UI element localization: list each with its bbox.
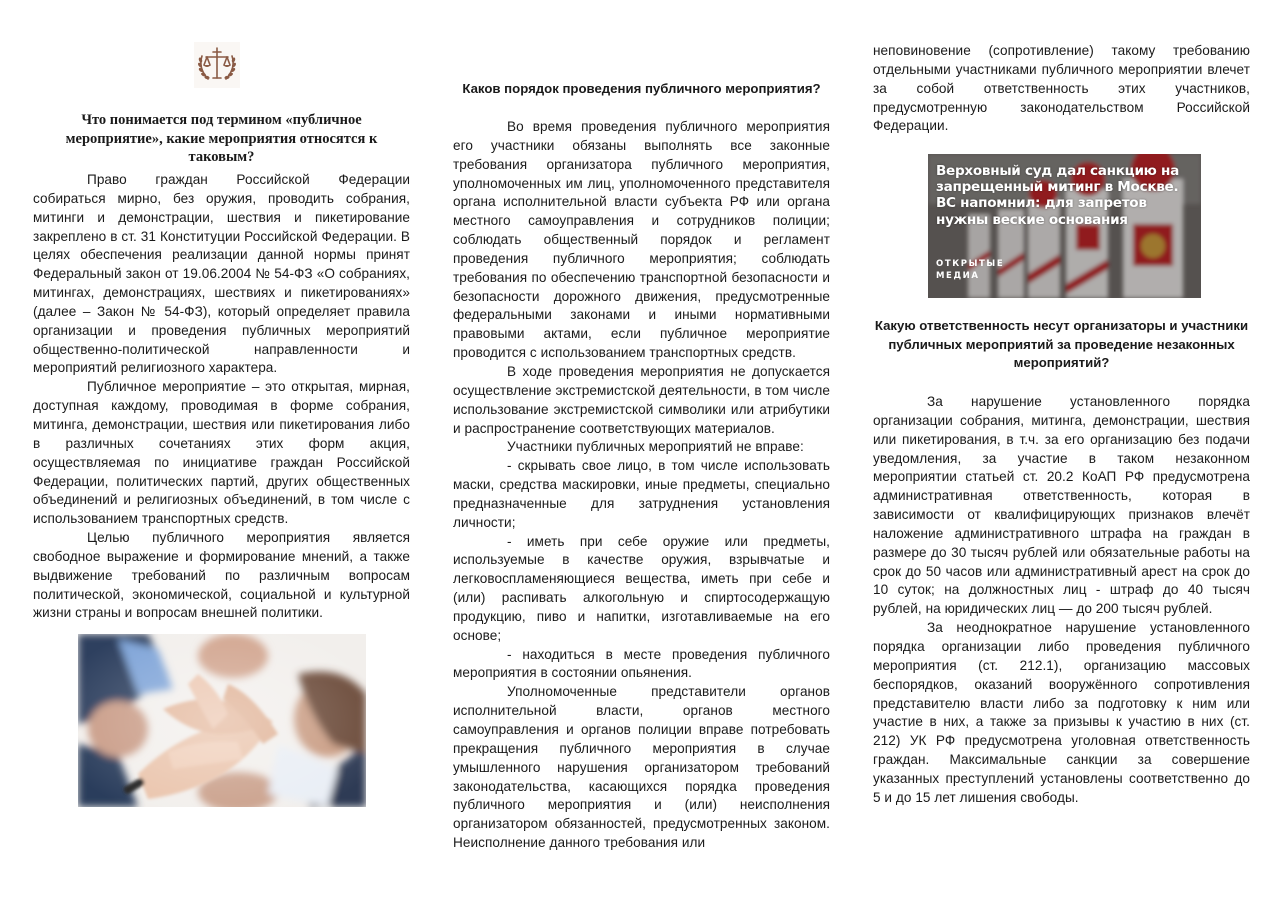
paragraph: В ходе проведения мероприятия не допускается осуществление экстремистской деятельности, в том числе использование экстремистской символики или атрибутики и распространение соответствующих материалов. (453, 363, 830, 436)
team-hands-illustration (78, 634, 366, 807)
paragraph: Во время проведения публичного мероприятия его участники обязаны выполнять все законные требования организатора публичного мероприятия, уполномоченных им лиц, уполномоченного представителя органа исполнительной власти субъекта РФ или органа местного самоуправления и сотрудников полиции; соблюдать общественный порядок и регламент проведения публичного мероприятия; соблюдать требования по обеспечению транспортной безопасности и безопасности дорожного движения, предусмотренные федеральными законами и иными нормативными правовыми актами, если публичное мероприятие проводится с использованием транспортных средств. (453, 119, 830, 361)
right-column-continuation (873, 42, 1250, 136)
paragraph: Участники публичных мероприятий не вправе: (507, 439, 804, 455)
paragraph: Публичное мероприятие – это открытая, мирная, доступная каждому, проводимая в форме собрания, митинга, демонстрации, шествия или пикетирования либо в различных сочетаниях этих форм акция, осуществляемая по инициативе граждан Российской Федерации, политических партий, других общественных объединений и религиозных объединений, в том числе с использованием транспортных средств. (33, 379, 410, 527)
paragraph: Уполномоченные представители органов исполнительной власти, органов местного самоуправления и органов полиции вправе потребовать прекращения публичного мероприятия в случае умышленного нарушения организатором требований законодательства, касающихся порядка проведения публичного мероприятия и (или) неисполнения организатором обязанностей, предусмотренных законом. Неисполнение данного требования или (453, 684, 830, 851)
list-item: - иметь при себе оружие или предметы, используемые в качестве оружия, взрывчатые и легковоспламеняющиеся вещества, иметь при себе и (или) распивать алкогольную и спиртосодержащую продукцию, пиво и напитки, изготавливаемые на его основе; (453, 533, 830, 643)
list-item: - находиться в месте проведения публичного мероприятия в состоянии опьянения. (453, 646, 830, 681)
brand-line: ОТКРЫТЫЕ (936, 259, 1005, 269)
team-hands-photo (78, 634, 366, 807)
paragraph: За нарушение установленного порядка организации собрания, митинга, демонстрации, шествия или пикетирования, в т.ч. за его организацию без подачи уведомления, за участие в таком незаконном мероприятии статьей ст. 20.2 КоАП РФ предусмотрена административная ответственность, которая в зависимости от квалифицирующих признаков влечёт наложение административного штрафа на граждан в размере до 30 тысяч рублей или обязательные работы на срок до 50 часов или административный арест на срок до 10 суток; на должностных лиц - штраф до 40 тысяч рублей, на юридических лиц — до 200 тысяч рублей. (873, 394, 1250, 617)
middle-column-body (453, 118, 830, 853)
section-heading-procedure: Каков порядок проведения публичного мероприятия? (462, 81, 821, 96)
paragraph: За неоднократное нарушение установленного порядка организации либо проведения публичного мероприятия (ст. 212.1), организацию массовых беспорядков, оказаний вооружённого сопротивления представителю власти либо за подготовку к ним или участие в них, а также за призывы к участию в них (ст. 212) УК РФ предусмотрена уголовная ответственность граждан. Максимальные санкции за совершение указанных преступлений установлены соответственно до 5 и до 15 лет лишения свободы. (873, 620, 1250, 805)
supreme-court-news-image (928, 154, 1201, 298)
brand-line: МЕДИА (936, 271, 980, 281)
open-media-brand (936, 258, 1004, 282)
right-column-body (873, 393, 1250, 808)
scales-laurel-icon (194, 42, 240, 88)
scales-of-justice-emblem-icon (194, 42, 240, 88)
paragraph: неповиновение (сопротивление) такому требованию отдельными участниками публичного мероприятии влечет за собой ответственность этих участников, предусмотренную законодательством Российской Федерации. (873, 43, 1250, 134)
news-headline: Верховный суд дал санкцию на запрещенный митинг в Москве. ВС напомнил: для запретов нужны веские основания (936, 163, 1179, 228)
left-column-body (33, 171, 410, 623)
paragraph: Целью публичного мероприятия является свободное выражение и формирование мнений, а также выдвижение требований по различным вопросам политической, экономической, социальной и культурной жизни страны и вопросам внешней политики. (33, 530, 410, 621)
section-heading-liability: Какую ответственность несут организаторы и участники публичных мероприятий за проведение незаконных мероприятий? (874, 318, 1249, 371)
paragraph: Право граждан Российской Федерации собираться мирно, без оружия, проводить собрания, митинги и демонстрации, шествия и пикетирование закреплено в ст. 31 Конституции Российской Федерации. В целях обеспечения реализации данной нормы принят Федеральный закон от 19.06.2004 № 54-ФЗ «О собраниях, митингах, демонстрациях, шествиях и пикетированиях» (далее – Закон № 54-ФЗ), который определяет правила организации и проведения публичных мероприятий общественно-политической направленности и мероприятий религиозного характера. (33, 172, 410, 376)
list-item: - скрывать свое лицо, в том числе использовать маски, средства маскировки, иные предметы, специально предназначенные для затруднения установления личности; (453, 458, 830, 530)
section-heading-public-event-definition: Что понимается под термином «публичное мероприятие», какие мероприятия относятся к таковым? (65, 112, 378, 165)
